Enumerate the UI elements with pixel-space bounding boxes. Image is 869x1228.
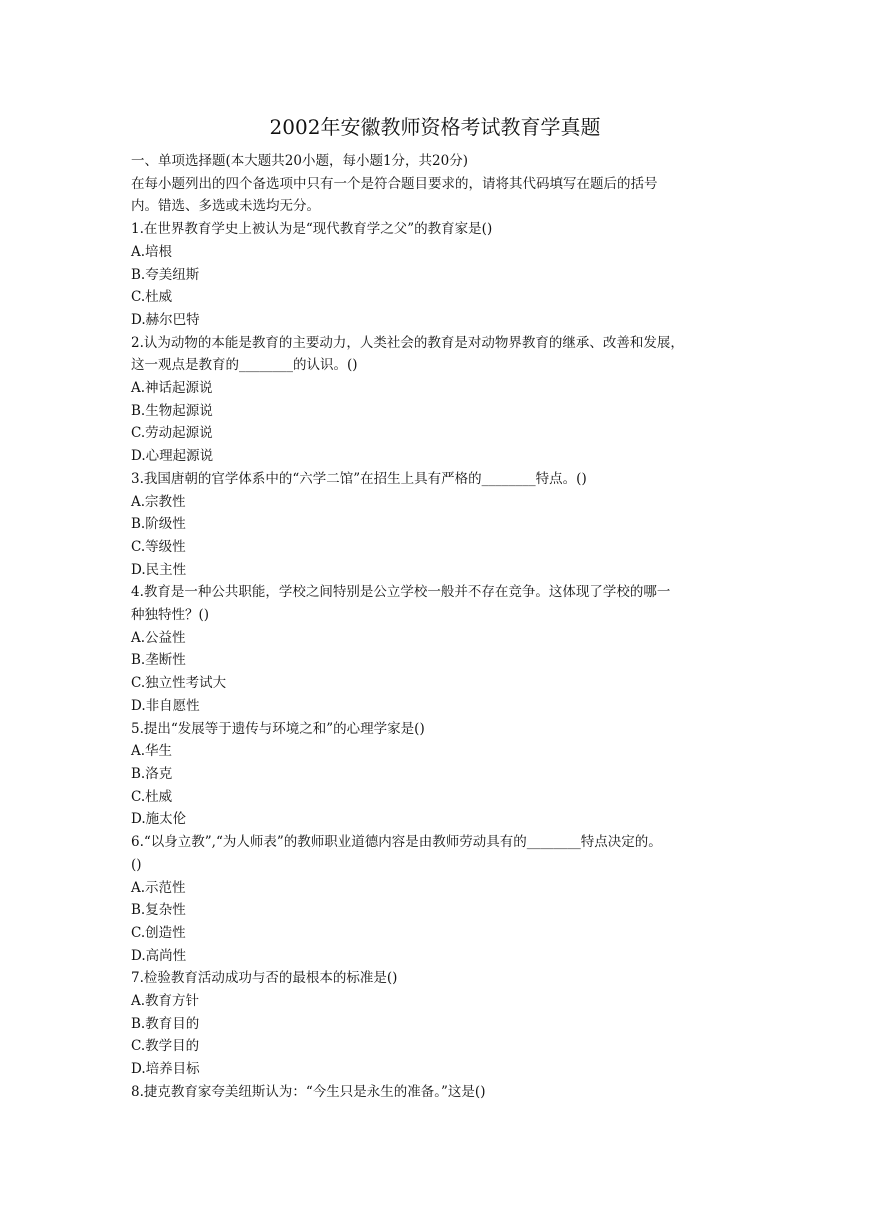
option-a: A.培根: [131, 243, 173, 260]
option-d: D.赫尔巴特: [131, 311, 200, 328]
option-d: D.民主性: [131, 561, 187, 578]
section-heading: 一、单项选择题(本大题共20小题，每小题1分，共20分): [131, 153, 468, 169]
option-c: C.杜威: [131, 788, 173, 805]
option-b: B.阶级性: [131, 516, 186, 533]
option-d: D.心理起源说: [131, 448, 214, 465]
option-b: B.生物起源说: [131, 402, 213, 419]
question-stem: 7.检验教育活动成功与否的最根本的标准是(): [131, 970, 398, 987]
question-stem: 6.“以身立教”,“为人师表”的教师职业道德内容是由教师劳动具有的________特点决定的。: [131, 834, 662, 851]
question-stem: 3.我国唐朝的官学体系中的“六学二馆”在招生上具有严格的________特点。(): [131, 470, 587, 487]
option-a: A.教育方针: [131, 993, 200, 1010]
option-d: D.非自愿性: [131, 697, 200, 714]
option-d: D.施太伦: [131, 811, 187, 828]
question-stem: 5.提出“发展等于遗传与环境之和”的心理学家是(): [131, 720, 425, 737]
question-4: [131, 581, 751, 717]
instructions-line: 内。错选、多选或未选均无分。: [131, 198, 320, 215]
option-a: A.宗教性: [131, 493, 186, 510]
question-2: [131, 332, 751, 468]
option-b: B.夸美纽斯: [131, 266, 200, 283]
option-a: A.神话起源说: [131, 380, 213, 397]
option-c: C.教学目的: [131, 1038, 200, 1055]
option-b: B.垄断性: [131, 652, 186, 669]
option-b: B.洛克: [131, 765, 173, 782]
question-stem: 种独特性？(): [131, 607, 210, 624]
option-d: D.培养目标: [131, 1061, 200, 1078]
question-8: [131, 1081, 751, 1104]
question-stem: 2.认为动物的本能是教育的主要动力，人类社会的教育是对动物界教育的继承、改善和发展，: [131, 334, 684, 351]
option-a: A.示范性: [131, 879, 186, 896]
question-5: [131, 718, 751, 832]
question-stem: 1.在世界教育学史上被认为是“现代教育学之父”的教育家是(): [131, 221, 493, 238]
question-stem: (): [131, 856, 142, 873]
option-c: C.杜威: [131, 289, 173, 306]
question-stem: 8.捷克教育家夸美纽斯认为：“今生只是永生的准备。”这是(): [131, 1083, 486, 1100]
option-a: A.公益性: [131, 629, 186, 646]
option-c: C.创造性: [131, 924, 186, 941]
option-a: A.华生: [131, 743, 173, 760]
question-1: [131, 218, 751, 332]
option-c: C.等级性: [131, 538, 186, 555]
question-stem: 4.教育是一种公共职能，学校之间特别是公立学校一般并不存在竞争。这体现了学校的哪一: [131, 584, 671, 601]
question-6: [131, 831, 751, 967]
option-c: C.劳动起源说: [131, 425, 213, 442]
question-3: [131, 468, 751, 582]
instructions-line: 在每小题列出的四个备选项中只有一个是符合题目要求的，请将其代码填写在题后的括号: [131, 175, 658, 192]
option-d: D.高尚性: [131, 947, 187, 964]
question-7: [131, 967, 751, 1081]
option-b: B.教育目的: [131, 1015, 200, 1032]
option-b: B.复杂性: [131, 902, 186, 919]
option-c: C.独立性考试大: [131, 675, 227, 692]
document-page: [131, 112, 751, 1104]
question-stem: 这一观点是教育的________的认识。(): [131, 357, 358, 374]
document-title: 2002年安徽教师资格考试教育学真题: [269, 115, 601, 139]
